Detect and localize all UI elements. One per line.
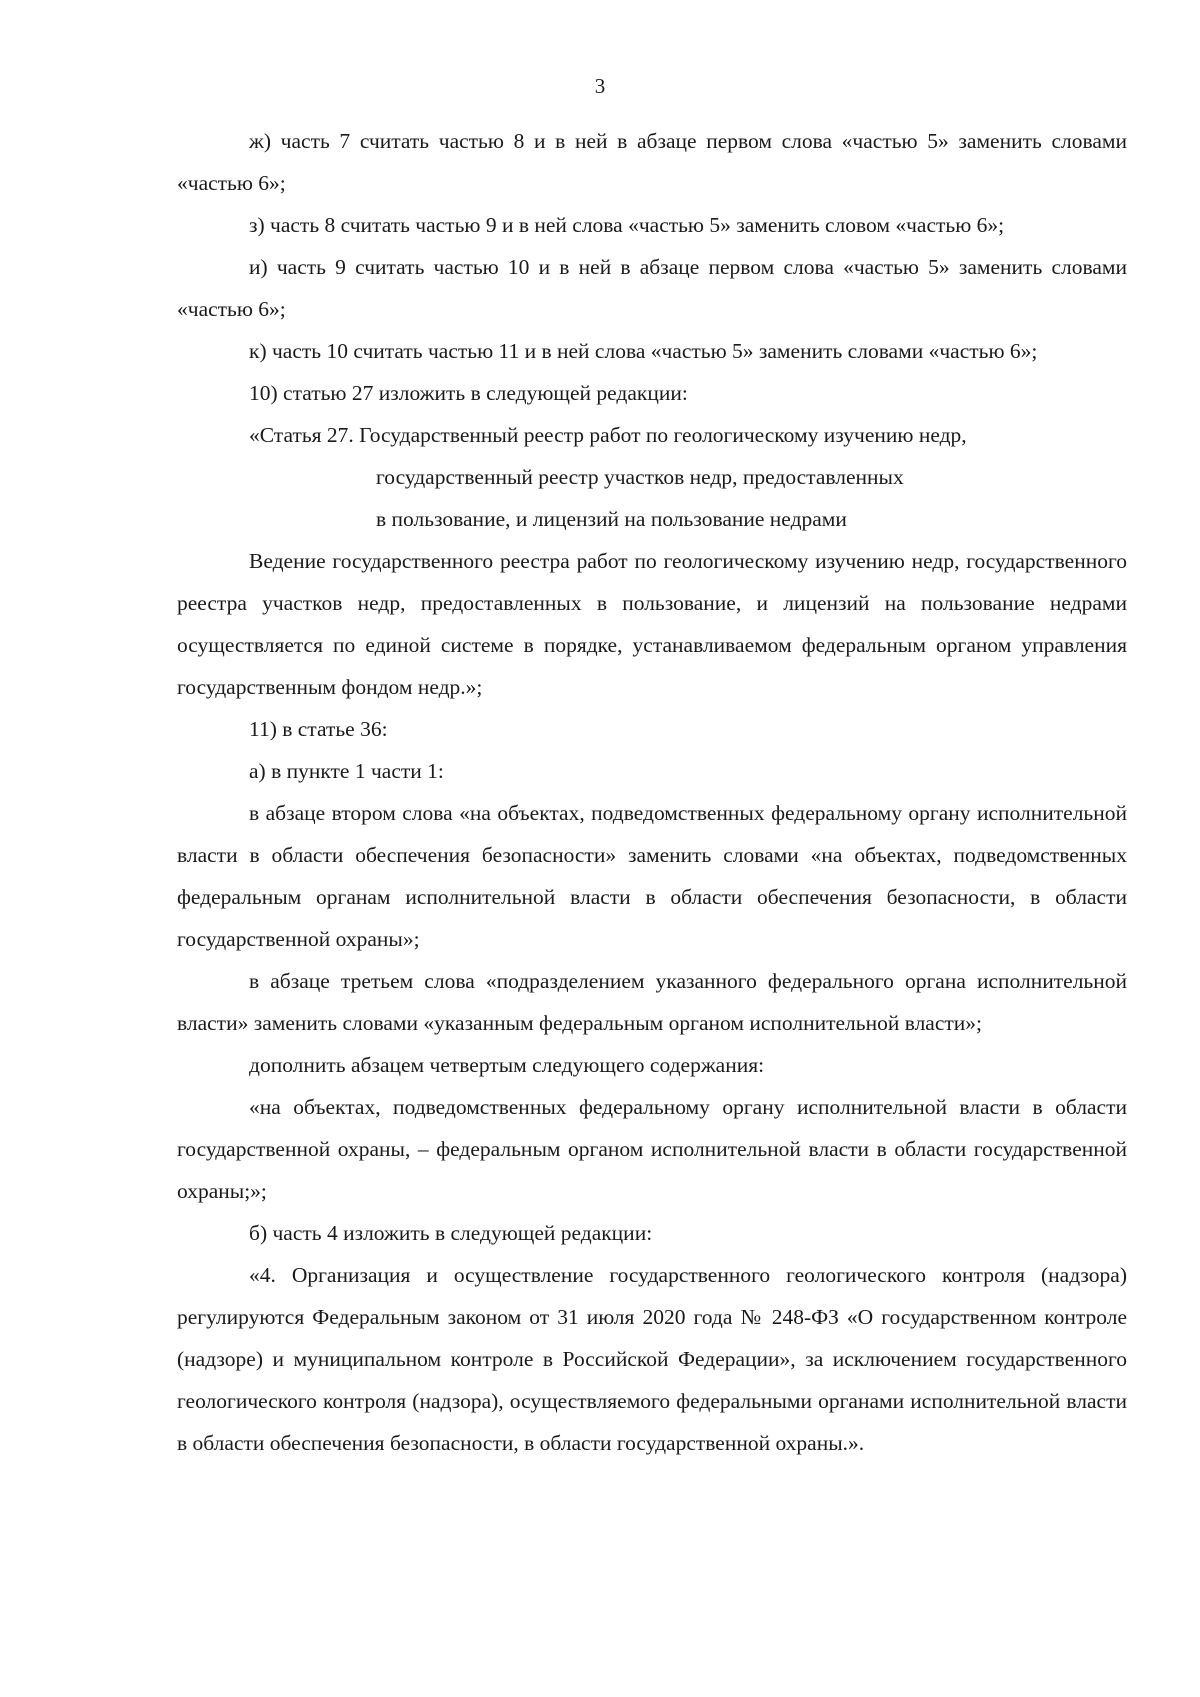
paragraph-abzac-2: в абзаце втором слова «на объектах, подведомственных федеральному органу исполнительной власти в области обеспечения безопасности» заменить словами «на объектах, подведомственных федеральным органам исполнительной власти в области обеспечения безопасности, в области государственной охраны»;	[177, 801, 1127, 951]
article-heading-line-3: в пользование, и лицензий на пользование недрами	[376, 507, 847, 531]
document-body	[177, 120, 1127, 1464]
paragraph-item-11: 11) в статье 36:	[249, 717, 388, 741]
paragraph-abzac-4-text: «на объектах, подведомственных федеральному органу исполнительной власти в области государственной охраны, – федеральным органом исполнительной власти в области государственной охраны;»;	[177, 1095, 1127, 1203]
page-number: 3	[594, 74, 606, 98]
paragraph-a: а) в пункте 1 части 1:	[249, 759, 444, 783]
article-heading-line-1: «Статья 27. Государственный реестр работ по геологическому изучению недр,	[249, 423, 967, 447]
paragraph-abzac-4-intro: дополнить абзацем четвертым следующего содержания:	[249, 1053, 765, 1077]
paragraph-article-27-text: Ведение государственного реестра работ по геологическому изучению недр, государственного реестра участков недр, предоставленных в пользование, и лицензий на пользование недрами осуществляется по единой системе в порядке, устанавливаемом федеральным органом управления государственным фондом недр.»;	[177, 549, 1127, 699]
paragraph-b: б) часть 4 изложить в следующей редакции:	[249, 1221, 653, 1245]
paragraph-i: и) часть 9 считать частью 10 и в ней в абзаце первом слова «частью 5» заменить словами «частью 6»;	[177, 255, 1127, 321]
paragraph-part-4-text: «4. Организация и осуществление государственного геологического контроля (надзора) регулируются Федеральным законом от 31 июля 2020 года № 248-ФЗ «О государственном контроле (надзоре) и муниципальном контроле в Российской Федерации», за исключением государственного геологического контроля (надзора), осуществляемого федеральными органами исполнительной власти в области обеспечения безопасности, в области государственной охраны.».	[177, 1263, 1127, 1455]
article-27-heading	[177, 414, 1127, 540]
article-heading-line-2: государственный реестр участков недр, предоставленных	[376, 465, 904, 489]
paragraph-abzac-3: в абзаце третьем слова «подразделением указанного федерального органа исполнительной власти» заменить словами «указанным федеральным органом исполнительной власти»;	[177, 969, 1127, 1035]
paragraph-zh: ж) часть 7 считать частью 8 и в ней в абзаце первом слова «частью 5» заменить словами «частью 6»;	[177, 129, 1127, 195]
paragraph-k: к) часть 10 считать частью 11 и в ней слова «частью 5» заменить словами «частью 6»;	[249, 339, 1038, 363]
paragraph-item-10: 10) статью 27 изложить в следующей редакции:	[249, 381, 688, 405]
paragraph-z: з) часть 8 считать частью 9 и в ней слова «частью 5» заменить словом «частью 6»;	[249, 213, 1005, 237]
